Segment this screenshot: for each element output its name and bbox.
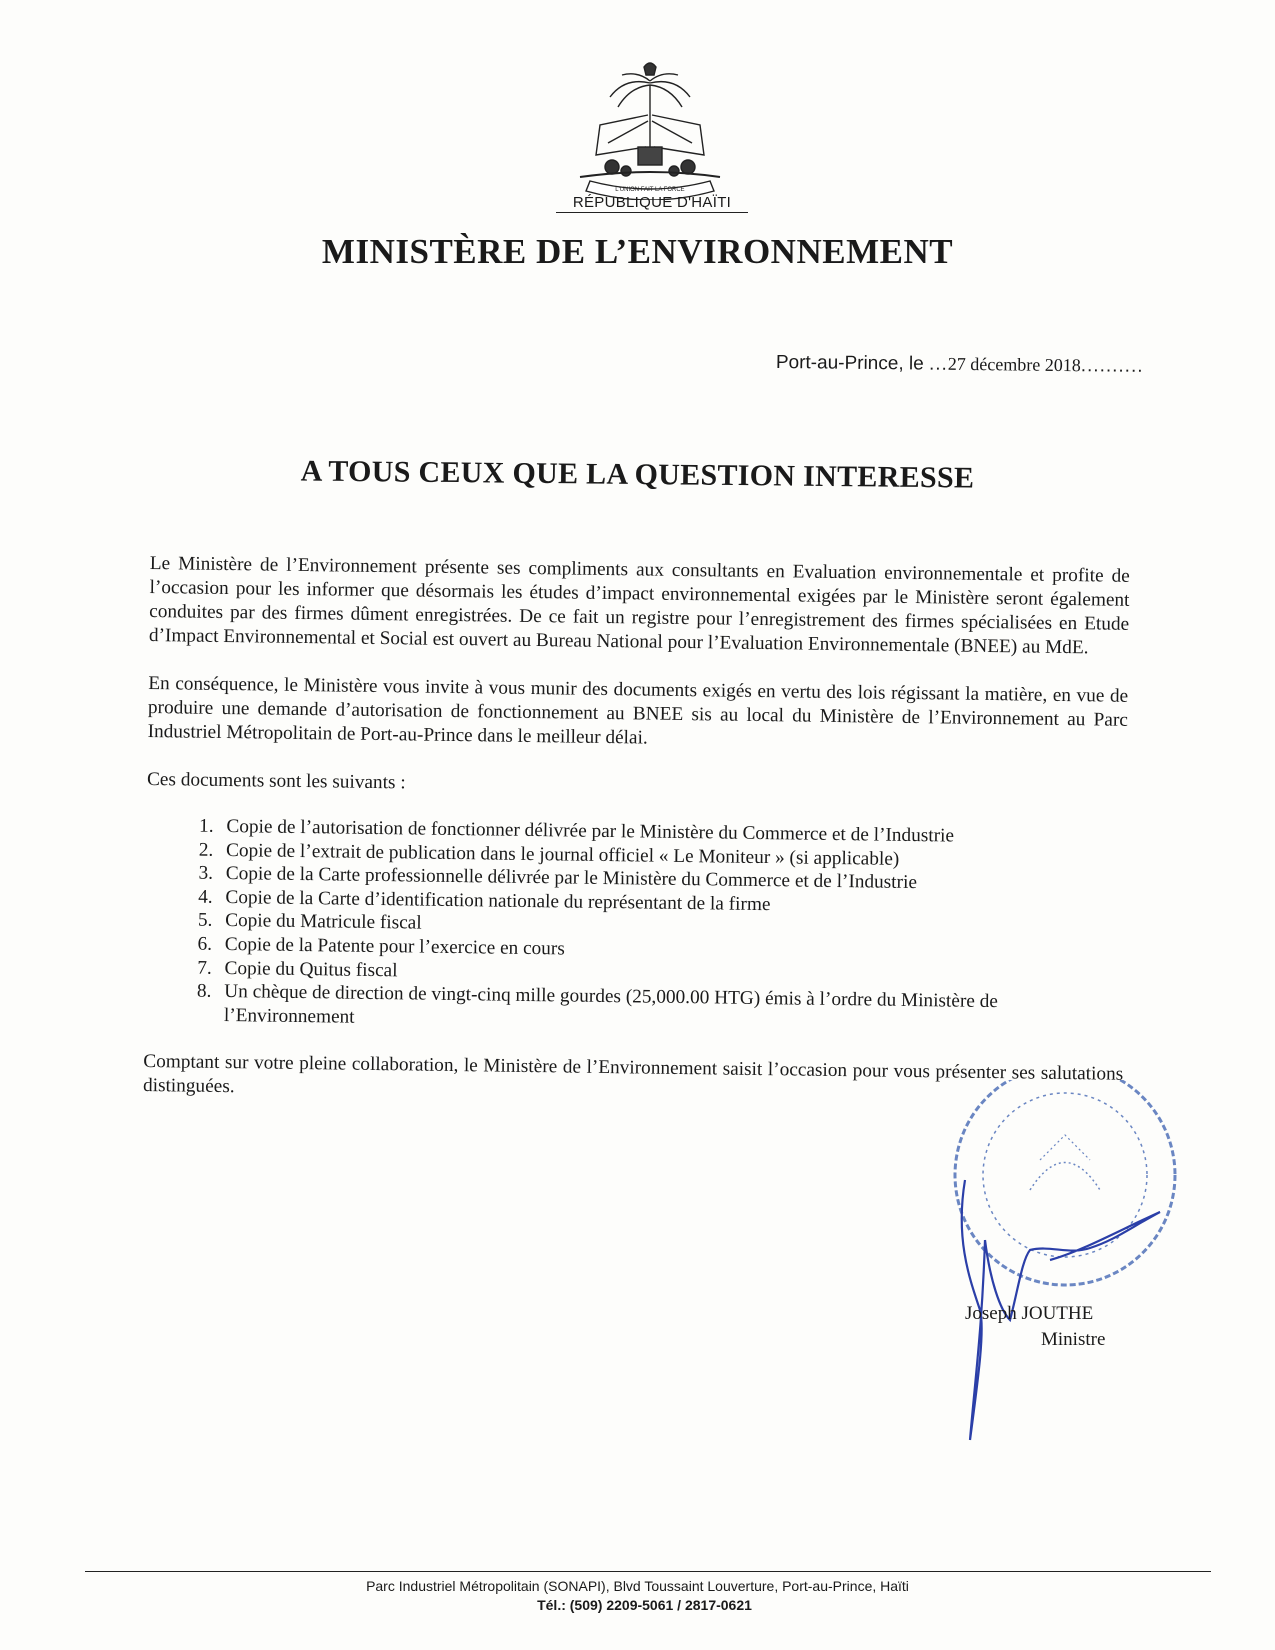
list-item: 2. Copie de l’extrait de publication dans le journal officiel « Le Moniteur » (si applicable)	[218, 839, 1126, 874]
signer-name: Joseph JOUTHE	[965, 1303, 1094, 1324]
list-item: 1. Copie de l’autorisation de fonctionner délivrée par le Ministère du Commerce et de l’Industrie	[218, 815, 1126, 850]
motto-text: L'UNION FAIT LA FORCE	[615, 187, 685, 193]
paragraph-1: Le Ministère de l’Environnement présente ses compliments aux consultants en Evaluation environnementale et profite de l’occasion pour les informer que désormais les études d’impact environnemental exigées par le Ministère seront également conduites par des firmes dûment enregistrées. De ce fait un registre pour l’enregistrement des firmes spécialisées en Etude d’Impact Environnemental et Social est ouvert au Bureau National pour l’Evaluation Environnementale (BNEE) au MdE.	[148, 552, 1130, 659]
stamp-and-signature	[930, 1080, 1200, 1450]
dateline-dots-right: ..........	[1080, 355, 1144, 377]
list-item: 8. Un chèque de direction de vingt-cinq mille gourdes (25,000.00 HTG) émis à l’ordre du Ministère de l’Environnement	[216, 980, 1125, 1039]
list-intro: Ces documents sont les suivants :	[146, 768, 406, 794]
dateline-dots-left: ...	[928, 353, 948, 375]
dateline	[776, 352, 1216, 379]
list-item: 4. Copie de la Carte d’identification nationale du représentant de la firme	[217, 886, 1125, 921]
footer	[0, 1577, 1275, 1615]
paragraph-2: En conséquence, le Ministère vous invite à vous munir des documents exigés en vertu des lois régissant la matière, en vue de produire une demande d’autorisation de fonctionnement au BNEE sis au local du Ministère de l’Environnement au Parc Industriel Métropolitain de Port-au-Prince dans le meilleur délai.	[147, 672, 1129, 749]
signer-block	[965, 1301, 1105, 1353]
dateline-prefix: Port-au-Prince, le	[775, 352, 924, 375]
footer-phone: Tél.: (509) 2209-5061 / 2817-0621	[537, 1597, 752, 1613]
coat-of-arms-icon	[570, 55, 730, 200]
ministry-title: MINISTÈRE DE L’ENVIRONNEMENT	[321, 232, 954, 271]
list-item: 7. Copie du Quitus fiscal	[216, 956, 1124, 991]
signer-title: Ministre	[1041, 1329, 1106, 1350]
list-item: 3. Copie de la Carte professionnelle délivrée par le Ministère du Commerce et de l’Industrie	[218, 862, 1126, 897]
letter-body	[143, 552, 1130, 1111]
list-item: 6. Copie de la Patente pour l’exercice en cours	[217, 933, 1125, 968]
footer-divider	[85, 1571, 1211, 1572]
footer-address: Parc Industriel Métropolitain (SONAPI), Blvd Toussaint Louverture, Port-au-Prince, Haïti	[366, 1578, 909, 1594]
letter-heading: A TOUS CEUX QUE LA QUESTION INTERESSE	[300, 454, 975, 495]
documents-list	[144, 814, 1127, 1039]
republic-label: RÉPUBLIQUE D'HAÏTI	[556, 194, 748, 213]
dateline-date: 27 décembre 2018	[947, 353, 1081, 376]
closing-paragraph: Comptant sur votre pleine collaboration, le Ministère de l’Environnement saisit l’occasion pour vous présenter ses salutations distinguées.	[142, 1051, 1124, 1098]
list-item: 5. Copie du Matricule fiscal	[217, 909, 1125, 944]
